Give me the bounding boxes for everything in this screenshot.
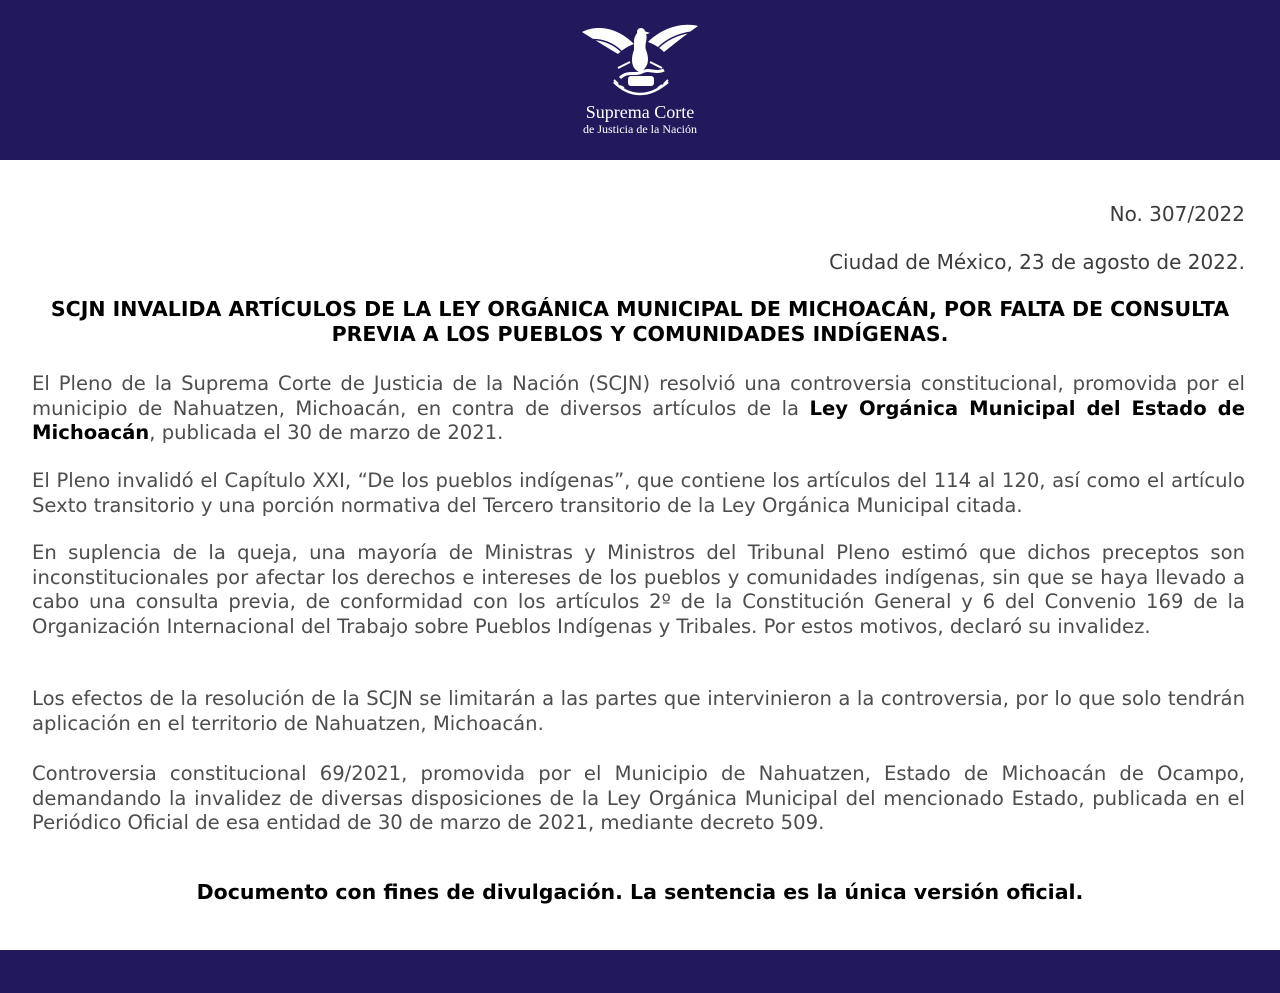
paragraph-1-text-after: , publicada el 30 de marzo de 2021. [149,421,504,445]
header-band [0,0,1280,160]
logo-subtitle: de Justicia de la Nación [583,122,697,136]
headline-line-1: SCJN INVALIDA ARTÍCULOS DE LA LEY ORGÁNICA MUNICIPAL DE MICHOACÁN, POR FALTA DE CONSULTA [50,297,1230,321]
eagle-emblem-icon [578,20,702,98]
paragraph-1-law-name: Ley Orgánica Municipal del Estado de Michoacán [32,396,1245,445]
press-release-date: Ciudad de México, 23 de agosto de 2022. [829,250,1245,274]
disclaimer: Documento con fines de divulgación. La sentencia es la única versión oficial. [196,880,1084,904]
headline-line-2: PREVIA A LOS PUEBLOS Y COMUNIDADES INDÍGENAS. [331,322,949,346]
court-logo [560,20,720,142]
paragraph-1 [32,372,1245,446]
paragraph-1-text-before: El Pleno de la Suprema Corte de Justicia de la Nación (SCJN) resolvió una controversia constitucional, promovida por el municipio de Nahuatzen, Michoacán, en contra de diversos artículos de la [32,372,1245,420]
footer-band [0,950,1280,993]
paragraph-4: Los efectos de la resolución de la SCJN se limitarán a las partes que intervinieron a la controversia, por lo que solo tendrán aplicación en el territorio de Nahuatzen, Michoacán. [32,687,1245,735]
headline [40,297,1240,347]
paragraph-3: En suplencia de la queja, una mayoría de Ministras y Ministros del Tribunal Pleno estimó que dichos preceptos son inconstitucionales por afectar los derechos e intereses de los pueblos y comunidades indígenas, sin que se haya llevado a cabo una consulta previa, de conformidad con los artículos 2º de la Constitución General y 6 del Convenio 169 de la Organización Internacional del Trabajo sobre Pueblos Indígenas y Tribales. Por estos motivos, declaró su invalidez. [32,541,1245,639]
logo-title: Suprema Corte [585,102,695,122]
paragraph-2: El Pleno invalidó el Capítulo XXI, “De los pueblos indígenas”, que contiene los artículos del 114 al 120, así como el artículo Sexto transitorio y una porción normativa del Tercero transitorio de la Ley Orgánica Municipal citada. [32,469,1245,517]
press-release-number: No. 307/2022 [1109,202,1245,226]
paragraph-5: Controversia constitucional 69/2021, promovida por el Municipio de Nahuatzen, Estado de Michoacán de Ocampo, demandando la invalidez de diversas disposiciones de la Ley Orgánica Municipal del mencionado Estado, publicada en el Periódico Oficial de esa entidad de 30 de marzo de 2021, mediante decreto 509. [32,762,1245,835]
